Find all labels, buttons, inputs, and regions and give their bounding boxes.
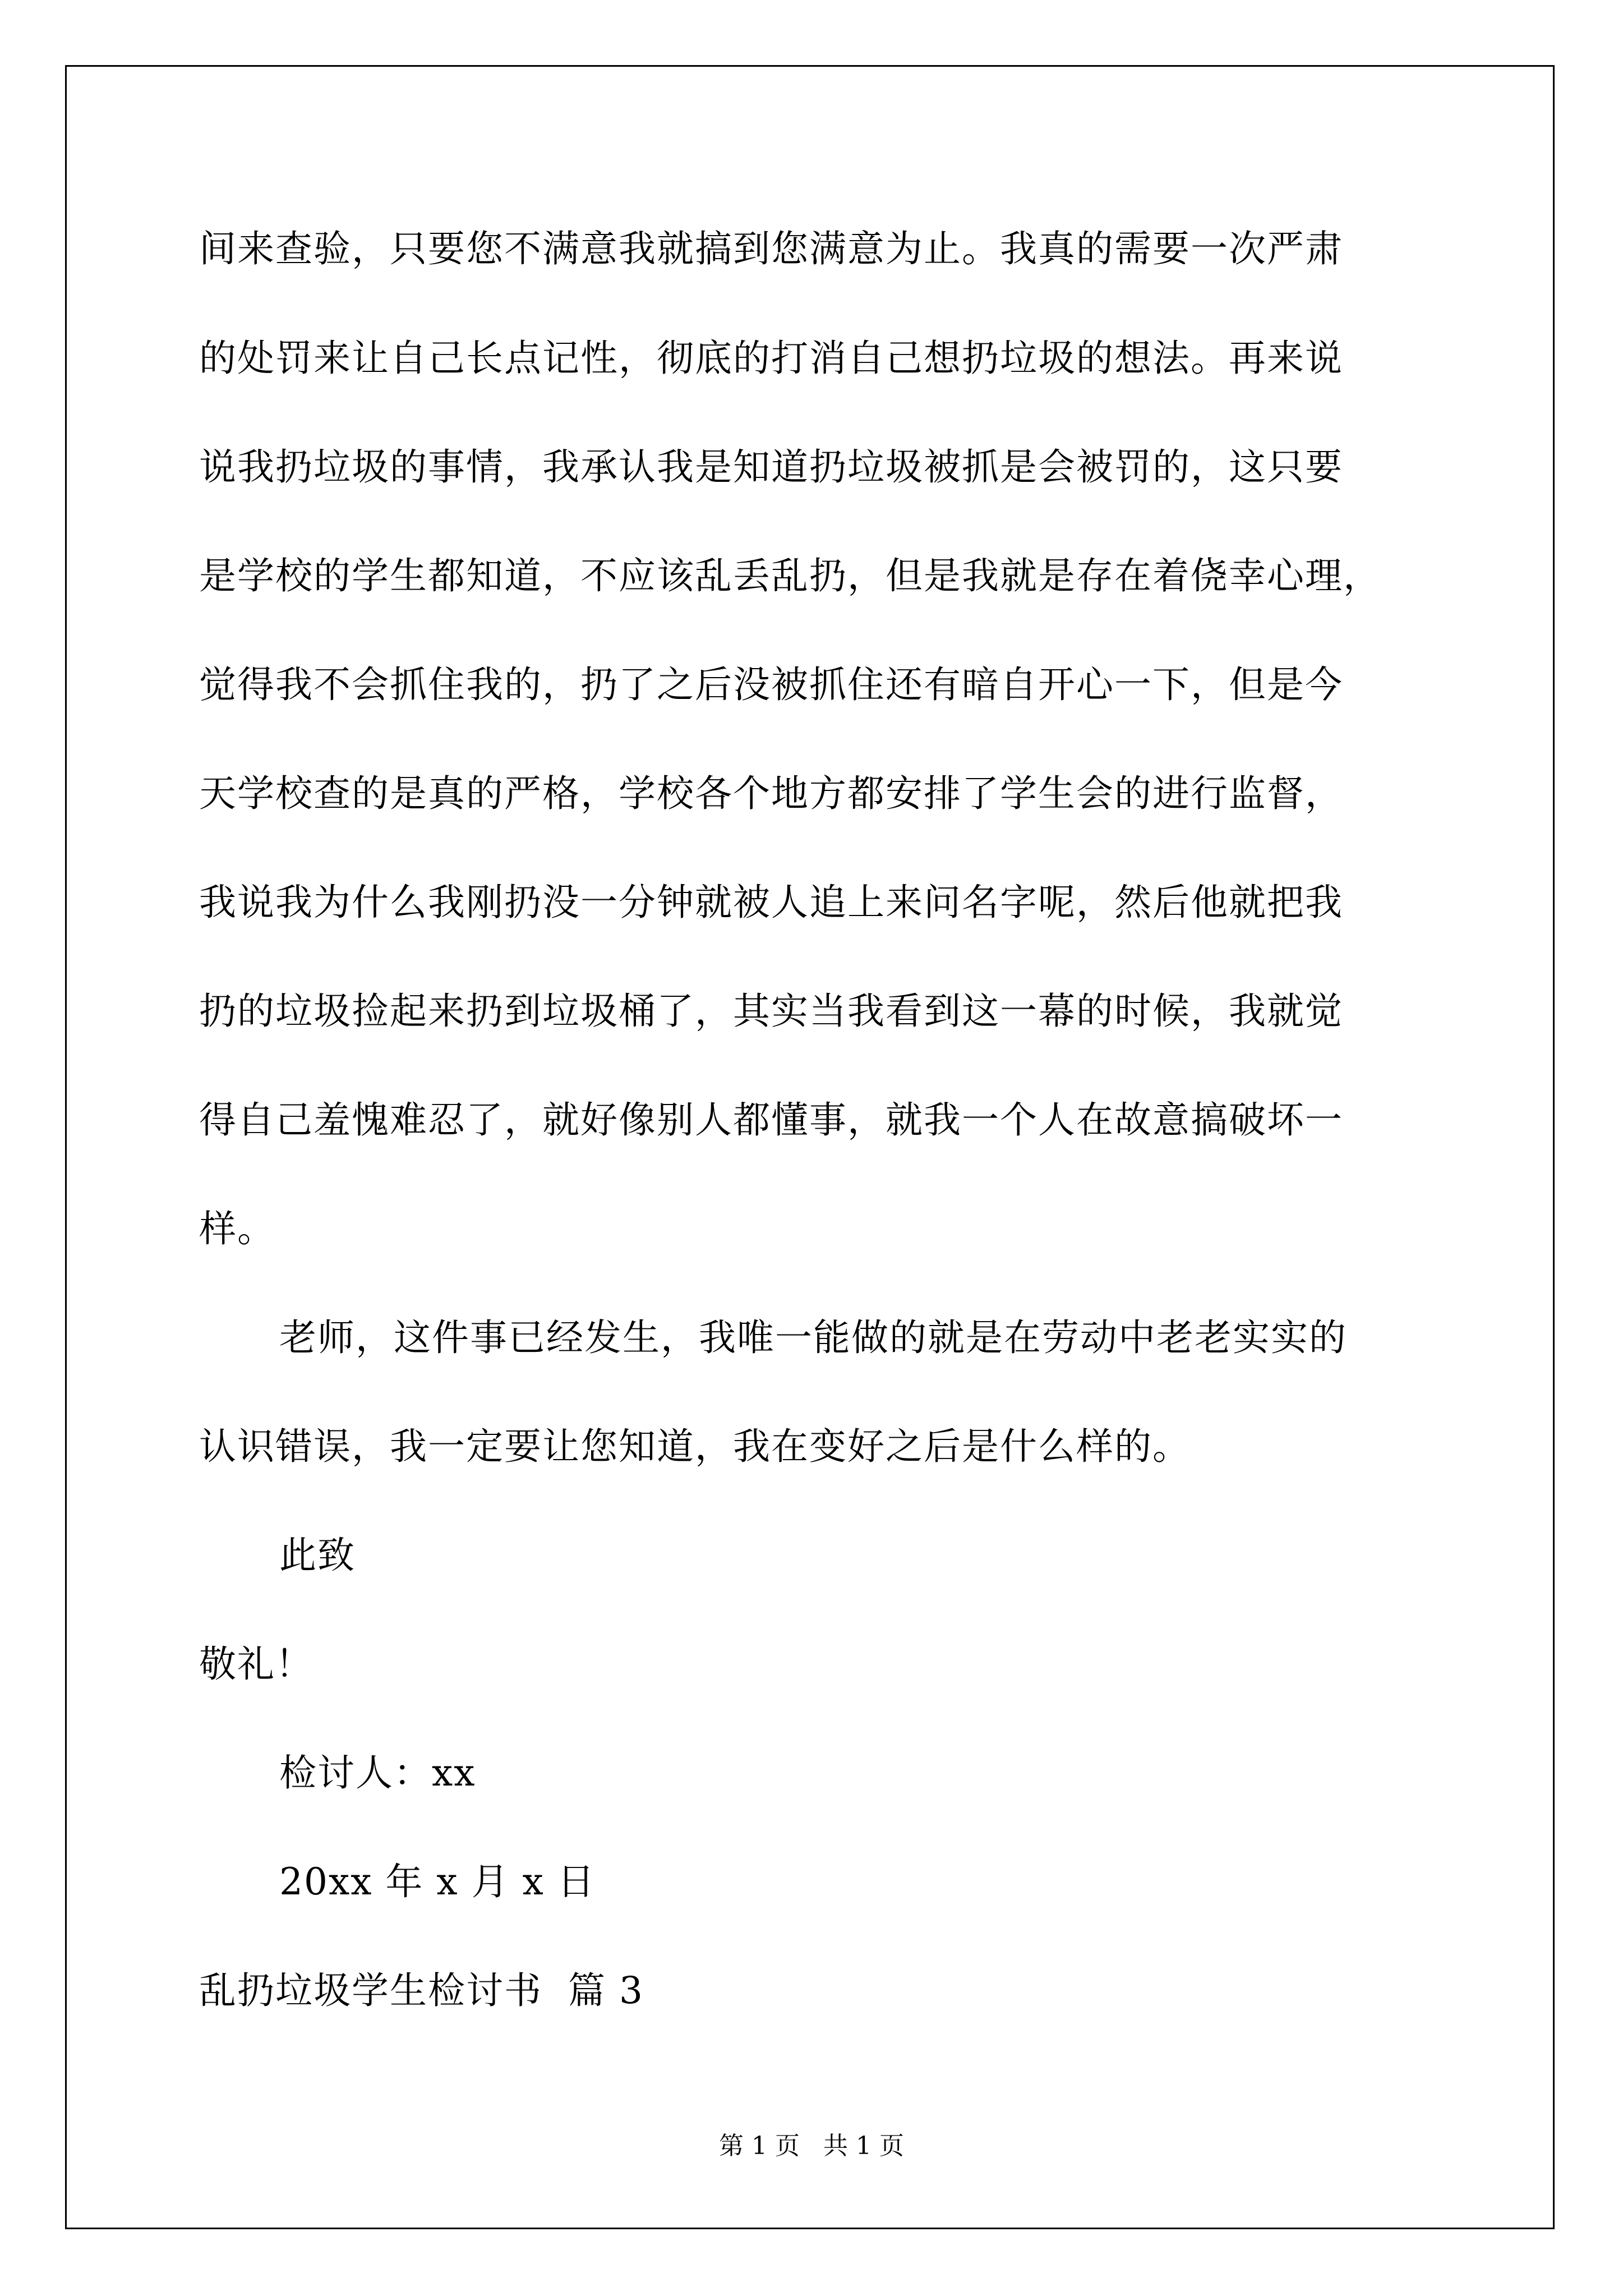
body-text-line: 的处罚来让自己长点记性，彻底的打消自己想扔垃圾的想法。再来说 bbox=[199, 337, 1343, 380]
body-text-line: 天学校查的是真的严格，学校各个地方都安排了学生会的进行监督， bbox=[199, 772, 1343, 815]
page-footer: 第 1 页 共 1 页 bbox=[719, 2132, 904, 2160]
next-section-title: 乱扔垃圾学生检讨书 篇 3 bbox=[199, 1969, 644, 2012]
signer-line: 检讨人：xx bbox=[279, 1751, 476, 1795]
body-text-line: 是学校的学生都知道，不应该乱丢乱扔，但是我就是存在着侥幸心理， bbox=[199, 554, 1381, 597]
body-text-line: 觉得我不会抓住我的，扔了之后没被抓住还有暗自开心一下，但是今 bbox=[199, 663, 1343, 706]
page-border bbox=[65, 65, 1555, 2229]
body-text-line: 说我扔垃圾的事情，我承认我是知道扔垃圾被抓是会被罚的，这只要 bbox=[199, 445, 1343, 489]
body-text-line: 样。 bbox=[199, 1207, 275, 1250]
body-text-line: 老师，这件事已经发生，我唯一能做的就是在劳动中老老实实的 bbox=[279, 1316, 1347, 1359]
body-text-line: 得自己羞愧难忍了，就好像别人都懂事，就我一个人在故意搞破坏一 bbox=[199, 1098, 1343, 1142]
body-text-line: 扔的垃圾捡起来扔到垃圾桶了，其实当我看到这一幕的时候，我就觉 bbox=[199, 990, 1343, 1033]
date-line: 20xx 年 x 月 x 日 bbox=[279, 1860, 596, 1903]
salute-text: 敬礼！ bbox=[199, 1642, 313, 1686]
body-text-line: 认识错误，我一定要让您知道，我在变好之后是什么样的。 bbox=[199, 1425, 1191, 1468]
closing-text: 此致 bbox=[279, 1534, 356, 1577]
body-text-line: 间来查验，只要您不满意我就搞到您满意为止。我真的需要一次严肃 bbox=[199, 227, 1343, 270]
body-text-line: 我说我为什么我刚扔没一分钟就被人追上来问名字呢，然后他就把我 bbox=[199, 881, 1343, 924]
